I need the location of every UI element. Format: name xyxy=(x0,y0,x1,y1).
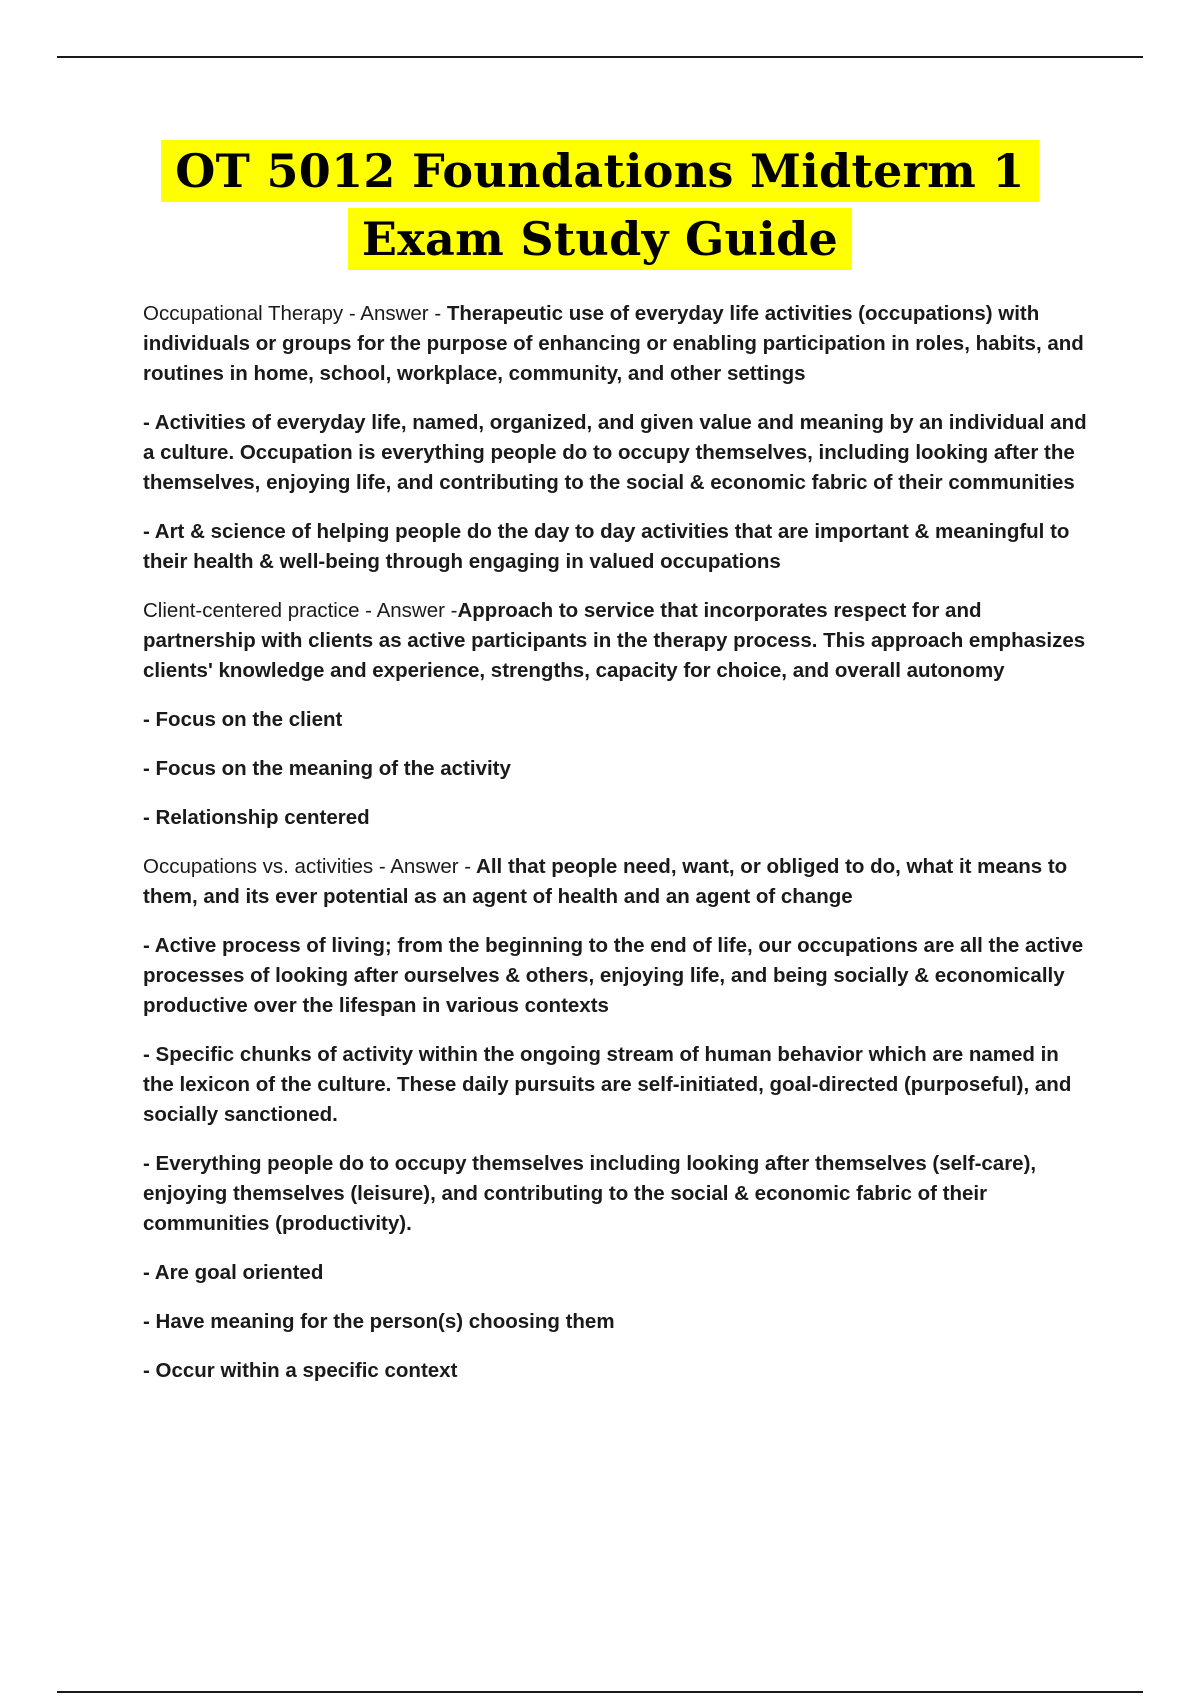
entry-paragraph xyxy=(143,299,1093,389)
entry-text: Approach to service that incorporates respect for and partnership with clients as active participants in the therapy process. This approach emphasizes clients' knowledge and experience, strengths, capacity for choice, and overall autonomy xyxy=(143,599,1086,682)
entry-paragraph xyxy=(143,852,1093,912)
header-rule xyxy=(57,56,1143,58)
entry-paragraph xyxy=(143,705,1093,735)
entry-text: - Are goal oriented xyxy=(143,1261,324,1284)
entry-text: - Occur within a specific context xyxy=(143,1359,458,1382)
entry-term: Client-centered practice - Answer - xyxy=(143,599,458,622)
document-title xyxy=(0,140,1200,270)
title-line-2: Exam Study Guide xyxy=(348,208,852,270)
entry-paragraph xyxy=(143,517,1093,577)
entry-term: Occupations vs. activities - Answer - xyxy=(143,855,472,878)
entry-text: - Focus on the meaning of the activity xyxy=(143,757,511,780)
entry-paragraph xyxy=(143,1040,1093,1130)
entry-text: - Active process of living; from the beginning to the end of life, our occupations are all the active processes of looking after ourselves & others, enjoying life, and being socially & economically productive over the lifespan in various contexts xyxy=(143,934,1084,1017)
entry-text: - Specific chunks of activity within the ongoing stream of human behavior which are named in the lexicon of the culture. These daily pursuits are self-initiated, goal-directed (purposeful), and socially sanctioned. xyxy=(143,1043,1072,1126)
entry-text: - Have meaning for the person(s) choosing them xyxy=(143,1310,615,1333)
entry-paragraph xyxy=(143,1258,1093,1288)
entry-paragraph xyxy=(143,931,1093,1021)
entry-term: Occupational Therapy - Answer - xyxy=(143,302,442,325)
entry-paragraph xyxy=(143,1356,1093,1386)
entry-text: - Everything people do to occupy themselves including looking after themselves (self-care), enjoying themselves (leisure), and contributing to the social & economic fabric of their communities (productivity). xyxy=(143,1152,1037,1235)
entry-paragraph xyxy=(143,754,1093,784)
entry-text: - Relationship centered xyxy=(143,806,370,829)
entry-paragraph xyxy=(143,596,1093,686)
footer-rule xyxy=(57,1691,1143,1693)
entry-text: - Art & science of helping people do the day to day activities that are important & meaningful to their health & well-being through engaging in valued occupations xyxy=(143,520,1070,573)
entry-text: Therapeutic use of everyday life activities (occupations) with individuals or groups for the purpose of enhancing or enabling participation in roles, habits, and routines in home, school, workplace, community, and other settings xyxy=(143,302,1084,385)
entry-paragraph xyxy=(143,408,1093,498)
entry-text: - Focus on the client xyxy=(143,708,343,731)
entry-paragraph xyxy=(143,1149,1093,1239)
entry-text: All that people need, want, or obliged to do, what it means to them, and its ever potential as an agent of health and an agent of change xyxy=(143,855,1068,908)
entry-paragraph xyxy=(143,803,1093,833)
entry-text: - Activities of everyday life, named, organized, and given value and meaning by an individual and a culture. Occupation is everything people do to occupy themselves, including looking after the themselves, enjoying life, and contributing to the social & economic fabric of their communities xyxy=(143,411,1087,494)
study-guide-content xyxy=(143,299,1093,1405)
entry-paragraph xyxy=(143,1307,1093,1337)
title-line-1: OT 5012 Foundations Midterm 1 xyxy=(161,140,1039,202)
